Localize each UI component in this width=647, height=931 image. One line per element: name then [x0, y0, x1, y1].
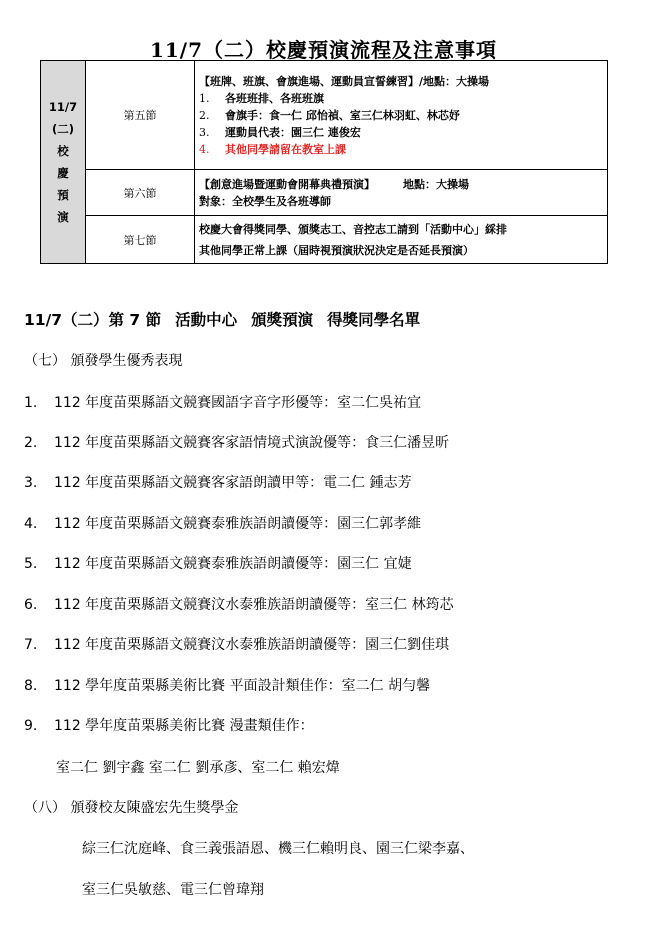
content-line: [199, 73, 603, 90]
award-item: [24, 594, 454, 614]
scholarship-names-line1: 綜三仁沈庭峰、食三義張語恩、機三仁賴明良、園三仁梁李嘉、: [82, 841, 474, 857]
item-number: 3.: [199, 125, 210, 139]
award-text: 112 學年度苗栗縣美術比賽 平面設計類佳作：室二仁 胡勻馨: [54, 678, 431, 694]
content-line: [199, 176, 603, 193]
award-text: 112 年度苗栗縣語文競賽客家語朗讀甲等：電二仁 鍾志芳: [54, 475, 412, 491]
award-text: 112 年度苗栗縣語文競賽泰雅族語朗讀優等：園三仁 宜婕: [54, 556, 412, 572]
content-text: 【創意進場暨運動會開幕典禮預演】: [199, 177, 375, 191]
content-text: 會旗手：食一仁 邱怡禎、室三仁林羽虹、林芯妤: [225, 108, 460, 122]
award-item: [24, 634, 449, 654]
award-number: 3.: [24, 475, 38, 491]
item-number: 2.: [199, 108, 210, 122]
award-item: [24, 472, 412, 492]
content-text: 對象：全校學生及各班導師: [199, 194, 331, 208]
content-line: 其他同學正常上課（屆時視預演狀況決定是否延長預演）: [199, 243, 474, 257]
day-char: 校: [57, 144, 69, 158]
award-text: 112 年度苗栗縣語文競賽國語字音字形優等：室二仁吳祐宜: [54, 395, 422, 411]
heading-date: 11/7（二）第 7 節: [24, 311, 162, 329]
award-text: 112 年度苗栗縣語文競賽汶水泰雅族語朗讀優等：室三仁 林筠芯: [54, 597, 454, 613]
heading-location: 活動中心: [175, 311, 238, 329]
award-text: 112 年度苗栗縣語文競賽客家語情境式演說優等：食三仁潘昱昕: [54, 435, 450, 451]
section-heading-8: （八） 頒發校友陳盛宏先生獎學金: [24, 800, 239, 816]
page-title: 11/7（二）校慶預演流程及注意事項: [149, 38, 498, 62]
award-item: [24, 715, 314, 735]
content-line: [199, 193, 603, 210]
award-number: 6.: [24, 597, 38, 613]
award-item: [24, 432, 449, 452]
award-number: 5.: [24, 556, 38, 572]
content-text: 運動員代表：園三仁 連俊宏: [225, 125, 361, 139]
content-text: 其他同學請留在教室上課: [225, 142, 346, 156]
award-number: 7.: [24, 637, 38, 653]
period-content: [195, 61, 608, 170]
item-number: 4.: [199, 142, 210, 156]
period-cell: 第七節: [86, 216, 195, 264]
award-item: [24, 513, 421, 533]
period-cell: 第六節: [86, 170, 195, 216]
content-text: 【班牌、班旗、會旗進場、運動員宣誓練習】/地點：大操場: [199, 74, 490, 88]
content-line: [199, 141, 603, 158]
award-number: 9.: [24, 718, 38, 734]
day-char: 預: [57, 188, 69, 202]
scholarship-names-line2: 室三仁吳敏慈、電三仁曾瑋翔: [82, 882, 264, 898]
day-char: ): [68, 122, 75, 136]
period-content: [195, 216, 608, 264]
award-number: 8.: [24, 678, 38, 694]
item-number: 1.: [199, 91, 210, 105]
day-char: 二: [57, 122, 69, 136]
content-line: [199, 124, 603, 141]
content-line: 校慶大會得獎同學、頒獎志工、音控志工請到「活動中心」綵排: [199, 222, 507, 236]
content-text: 地點：大操場: [403, 177, 469, 191]
heading-list-title: 得獎同學名單: [327, 311, 421, 329]
award-number: 2.: [24, 435, 38, 451]
award-number: 1.: [24, 395, 38, 411]
heading-event: 頒獎預演: [251, 311, 314, 329]
content-text: 各班班排、各班班旗: [225, 91, 324, 105]
day-cell: [41, 61, 86, 264]
award-text: 112 年度苗栗縣語文競賽泰雅族語朗讀優等：園三仁郭孝維: [54, 516, 422, 532]
content-line: [199, 107, 603, 124]
award-heading: [24, 308, 420, 330]
award-text: 112 年度苗栗縣語文競賽汶水泰雅族語朗讀優等：園三仁劉佳琪: [54, 637, 450, 653]
award-number: 4.: [24, 516, 38, 532]
award-text: 112 學年度苗栗縣美術比賽 漫畫類佳作：: [54, 718, 314, 734]
period-cell: 第五節: [86, 61, 195, 170]
section-heading-7: （七） 頒發學生優秀表現: [24, 353, 183, 369]
day-char: 演: [57, 210, 69, 224]
content-line: [199, 90, 603, 107]
day-char: (: [51, 122, 58, 136]
award9-names: 室二仁 劉宇鑫 室二仁 劉承彥、室二仁 賴宏煒: [56, 760, 340, 776]
award-item: [24, 553, 412, 573]
day-char: 11/7: [48, 100, 78, 114]
award-item: [24, 392, 421, 412]
day-char: 慶: [57, 166, 69, 180]
award-item: [24, 675, 430, 695]
schedule-table: [40, 60, 608, 264]
period-content: [195, 170, 608, 216]
